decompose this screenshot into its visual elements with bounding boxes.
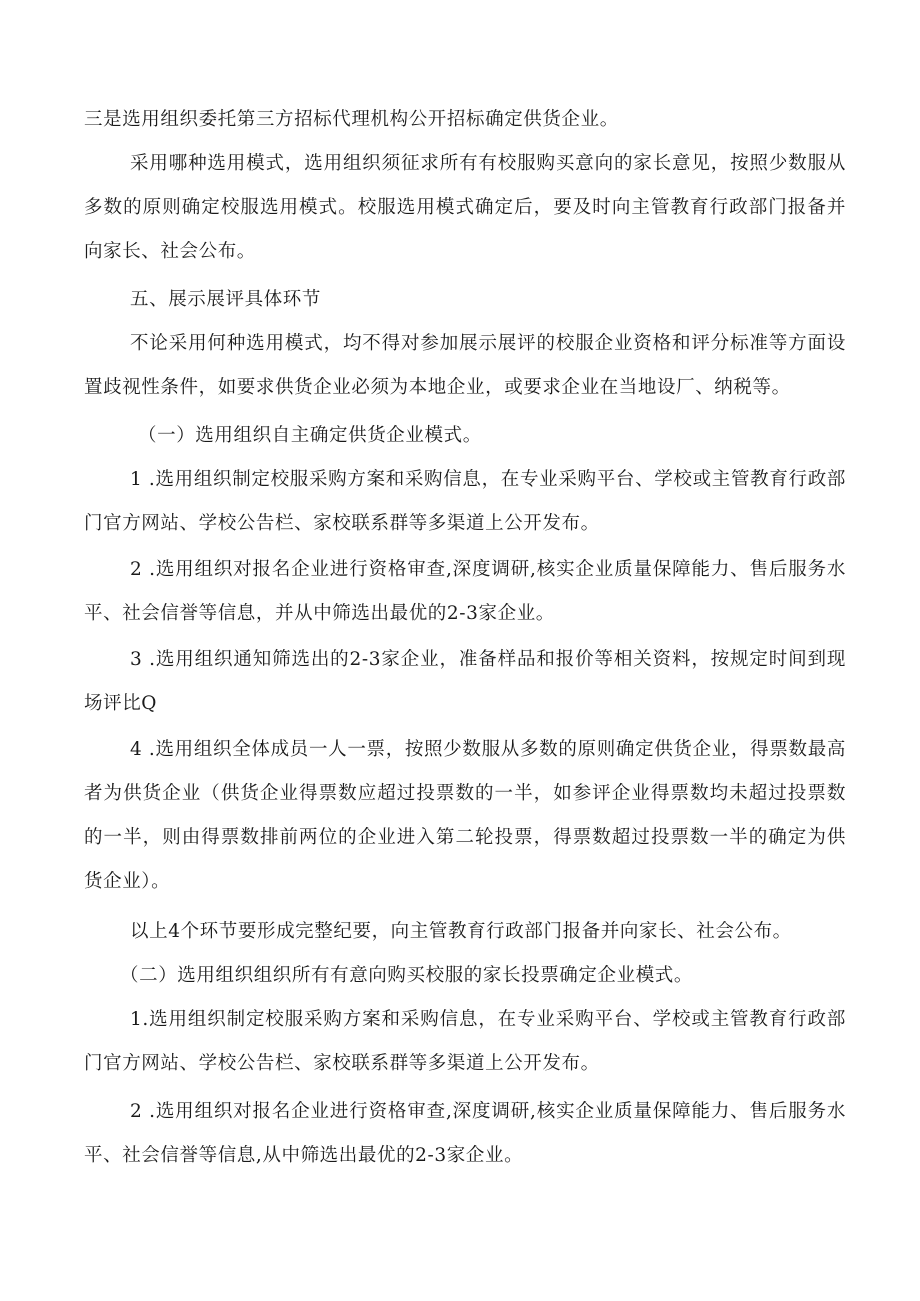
item-2-review-parents: 2 .选用组织对报名企业进行资格审查,深度调研,核实企业质量保障能力、售后服务水平、社会信誉等信息,从中筛选出最优的2-3家企业。: [84, 1101, 846, 1166]
paragraph-no-discrimination: 不论采用何种选用模式，均不得对参加展示展评的校服企业资格和评分标准等方面设置歧视性条件，如要求供货企业必须为本地企业，或要求企业在当地设厂、纳税等。: [84, 333, 846, 398]
item-2-review: 2 .选用组织对报名企业进行资格审查,深度调研,核实企业质量保障能力、售后服务水平、社会信誉等信息，并从中筛选出最优的2-3家企业。: [84, 559, 846, 624]
item-1-publish: 1 .选用组织制定校服采购方案和采购信息，在专业采购平台、学校或主管教育行政部门官方网站、学校公告栏、家校联系群等多渠道上公开发布。: [84, 469, 846, 534]
paragraph-mode-three: 三是选用组织委托第三方招标代理机构公开招标确定供货企业。: [84, 109, 619, 130]
item-3-notify: 3 .选用组织通知筛选出的2-3家企业，准备样品和报价等相关资料，按规定时间到现场评比Q: [84, 649, 846, 714]
subsection-heading-one: （一）选用组织自主确定供货企业模式。: [138, 425, 482, 446]
paragraph-mode-selection: 采用哪种选用模式，选用组织须征求所有有校服购买意向的家长意见，按照少数服从多数的原则确定校服选用模式。校服选用模式确定后，要及时向主管教育行政部门报备并向家长、社会公布。: [84, 153, 846, 262]
subsection-heading-two: （二）选用组织组织所有有意向购买校服的家长投票确定企业模式。: [120, 965, 694, 986]
paragraph-summary: 以上4个环节要形成完整纪要，向主管教育行政部门报备并向家长、社会公布。: [130, 921, 792, 942]
item-1-publish-parents: 1.选用组织制定校服采购方案和采购信息，在专业采购平台、学校或主管教育行政部门官方网站、学校公告栏、家校联系群等多渠道上公开发布。: [84, 1009, 846, 1074]
item-4-vote: 4 .选用组织全体成员一人一票，按照少数服从多数的原则确定供货企业，得票数最高者为供货企业（供货企业得票数应超过投票数的一半，如参评企业得票数均未超过投票数的一半，则由得票数排前两位的企业进入第二轮投票，得票数超过投票数一半的确定为供货企业）。: [84, 739, 846, 892]
section-heading-five: 五、展示展评具体环节: [130, 289, 322, 310]
